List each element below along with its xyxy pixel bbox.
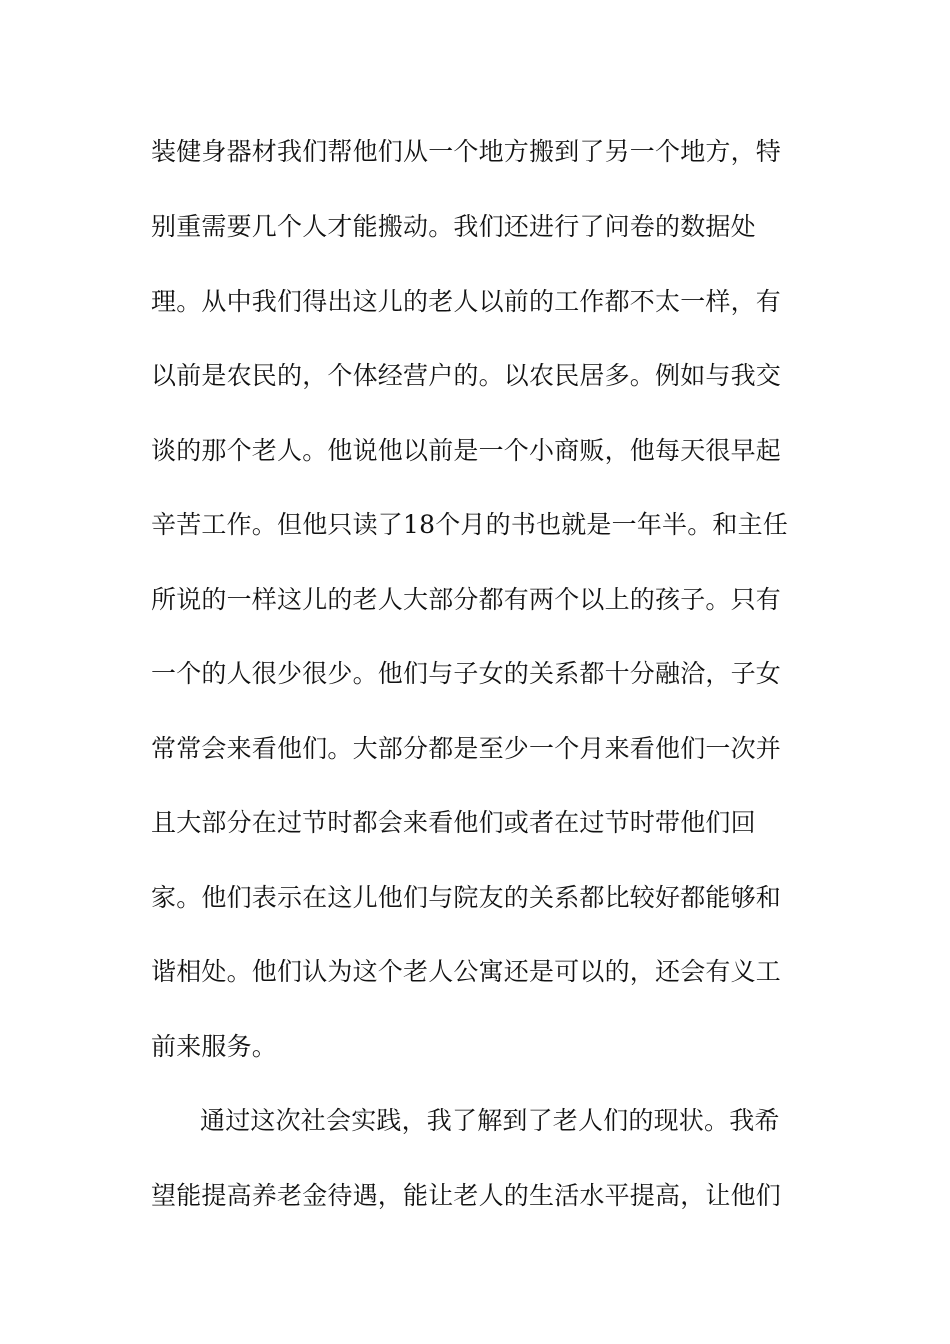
text-line: 理。从中我们得出这儿的老人以前的工作都不太一样，有 bbox=[151, 287, 782, 316]
text-line: 谈的那个老人。他说他以前是一个小商贩，他每天很早起 bbox=[151, 436, 782, 465]
text-line: 常常会来看他们。大部分都是至少一个月来看他们一次并 bbox=[151, 734, 782, 763]
text-line: 前来服务。 bbox=[151, 1032, 278, 1061]
text-line: 别重需要几个人才能搬动。我们还进行了问卷的数据处 bbox=[151, 212, 756, 241]
text-line: 所说的一样这儿的老人大部分都有两个以上的孩子。只有 bbox=[151, 585, 782, 614]
text-line: 一个的人很少很少。他们与子女的关系都十分融洽，子女 bbox=[151, 659, 782, 688]
text-line: 辛苦工作。但他只读了18个月的书也就是一年半。和主任 bbox=[151, 510, 789, 539]
paragraph-first-line: 通过这次社会实践，我了解到了老人们的现状。我希 bbox=[200, 1106, 780, 1135]
text-line: 望能提高养老金待遇，能让老人的生活水平提高，让他们 bbox=[151, 1181, 782, 1210]
text-line: 装健身器材我们帮他们从一个地方搬到了另一个地方，特 bbox=[151, 137, 782, 166]
text-line: 且大部分在过节时都会来看他们或者在过节时带他们回 bbox=[151, 808, 756, 837]
text-line: 家。他们表示在这儿他们与院友的关系都比较好都能够和 bbox=[151, 883, 782, 912]
text-line: 以前是农民的，个体经营户的。以农民居多。例如与我交 bbox=[151, 361, 782, 390]
text-line: 谐相处。他们认为这个老人公寓还是可以的，还会有义工 bbox=[151, 957, 782, 986]
